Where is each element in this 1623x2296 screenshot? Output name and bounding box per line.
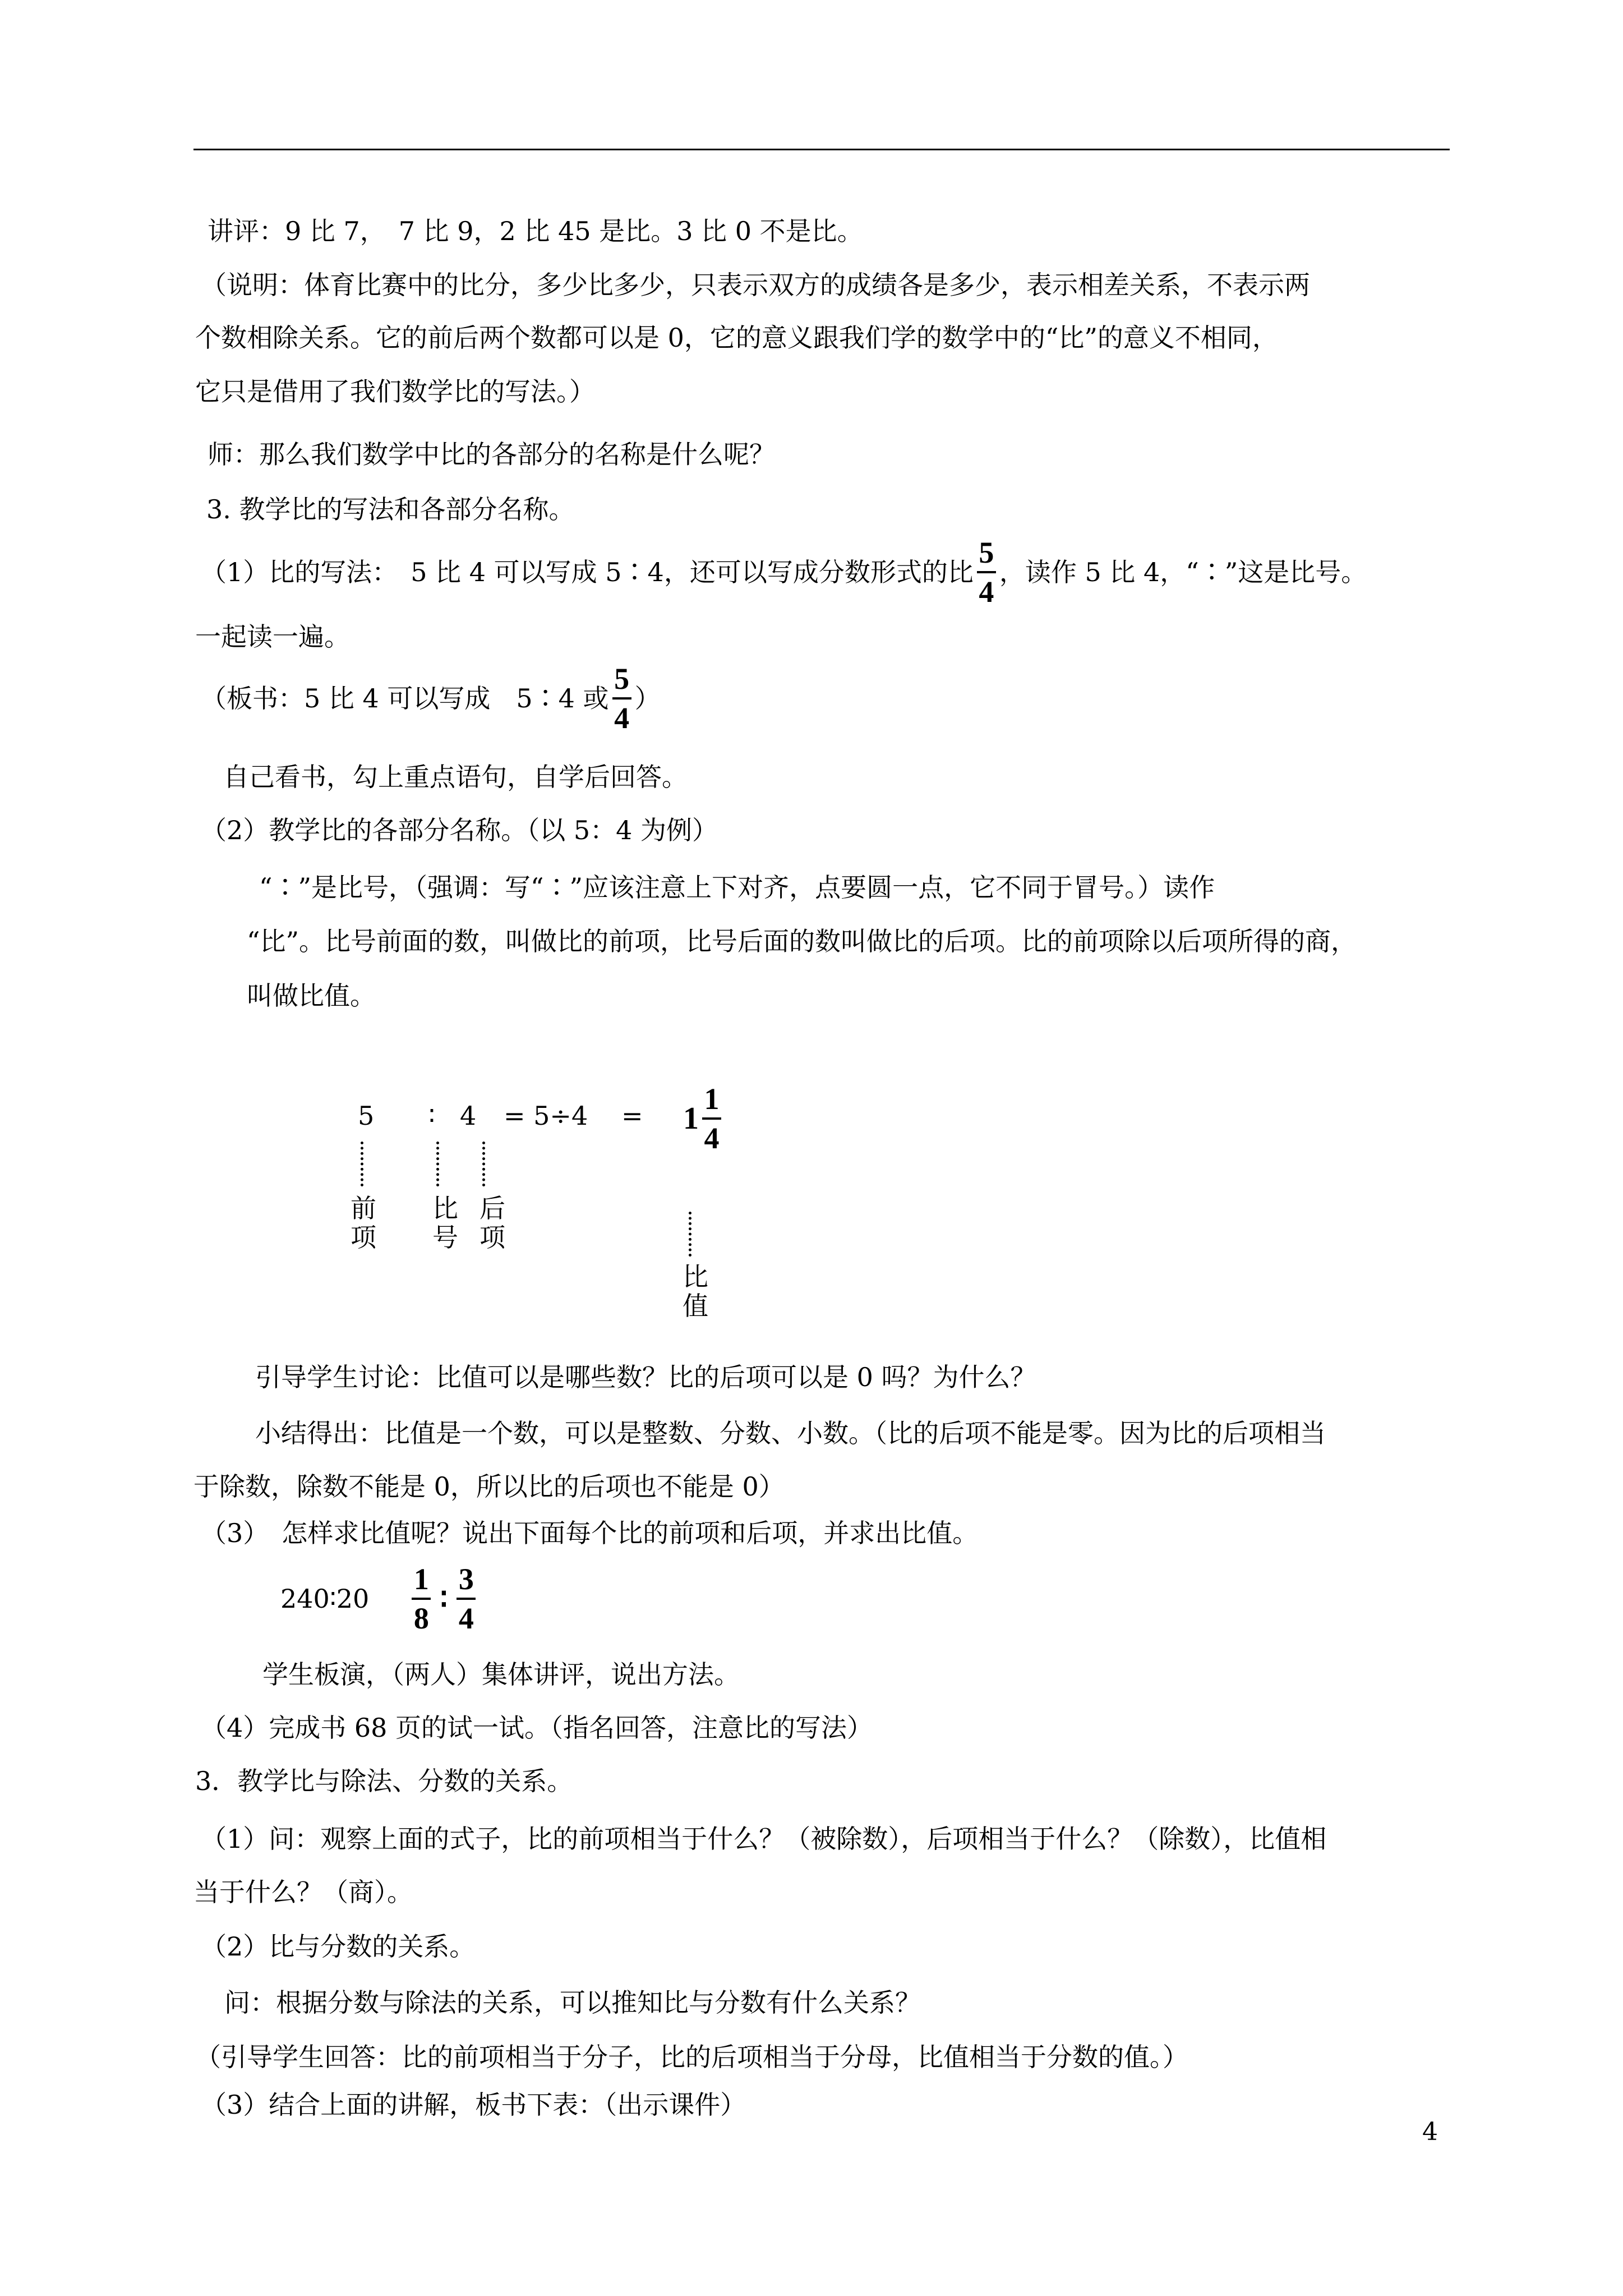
paragraph-board-practice: 学生板演，（两人）集体讲评，说出方法。 <box>262 1659 740 1690</box>
diagram-mixed-number <box>683 1083 725 1154</box>
ratio-writing-text-before: （1）比的写法： 5 比 4 可以写成 5∶4，还可以写成分数形式的比 <box>201 557 974 587</box>
paragraph-question-relation: 问：根据分数与除法的关系，可以推知比与分数有什么关系？ <box>224 1987 921 2018</box>
leader-ratio-sign <box>436 1142 439 1186</box>
board-note-text-before: （板书：5 比 4 可以写成 5∶4 或 <box>201 683 609 714</box>
paragraph-ratio-writing <box>201 536 1367 609</box>
mixed-numerator: 1 <box>704 1082 720 1116</box>
board-note-text-after: ） <box>634 683 661 714</box>
paragraph-part-names: （2）教学比的各部分名称。（以 5：4 为例） <box>201 815 718 845</box>
paragraph-board-note <box>201 662 661 735</box>
paragraph-observe-2: 当于什么？（商）。 <box>193 1877 413 1907</box>
fraction-bar <box>977 571 996 573</box>
fraction-denominator: 4 <box>979 575 994 609</box>
label-antecedent: 前 项 <box>351 1193 376 1253</box>
leader-antecedent <box>361 1142 363 1186</box>
paragraph-review: 讲评：9 比 7， 7 比 9，2 比 45 是比。3 比 0 不是比。 <box>208 216 863 246</box>
page-number: 4 <box>1422 2118 1438 2146</box>
exercise-ratio-1: 240∶20 <box>280 1584 370 1614</box>
leader-consequent <box>482 1142 485 1186</box>
paragraph-self-study: 自己看书，勾上重点语句，自学后回答。 <box>223 762 688 792</box>
leader-ratio-value <box>689 1212 691 1257</box>
paragraph-discussion: 引导学生讨论：比值可以是哪些数？比的后项可以是 0 吗？为什么？ <box>255 1362 1036 1392</box>
section-heading-relation: 3．教学比与除法、分数的关系。 <box>195 1766 573 1796</box>
exercise-ratios <box>280 1559 479 1638</box>
paragraph-note-2: 个数相除关系。它的前后两个数都可以是 0，它的意义跟我们学的数学中的“比”的意义不相同， <box>195 323 1278 353</box>
fraction-numerator: 5 <box>614 662 630 696</box>
paragraph-colon-explain-1: “∶”是比号，（强调：写“∶”应该注意上下对齐，点要圆一点，它不同于冒号。）读作 <box>259 872 1215 903</box>
exercise-fraction-2: $\frac{3}{4}$ <box>457 1563 476 1635</box>
fraction-numerator: 5 <box>979 536 994 569</box>
diagram-antecedent: 5 <box>358 1101 375 1131</box>
header-rule <box>193 149 1450 150</box>
section-heading-3: 3. 教学比的写法和各部分名称。 <box>206 494 575 524</box>
paragraph-try-it: （4）完成书 68 页的试一试。（指名回答，注意比的写法） <box>201 1713 873 1743</box>
diagram-division: = 5÷4 <box>504 1101 588 1131</box>
mixed-denominator: 4 <box>704 1121 720 1155</box>
fraction-five-fourths <box>977 536 996 608</box>
paragraph-board-table: （3）结合上面的讲解，板书下表：（出示课件） <box>201 2090 746 2120</box>
mixed-fraction <box>702 1083 721 1154</box>
exercise-ratio-sign: ∶ <box>440 1581 448 1617</box>
fraction-bar <box>612 697 631 700</box>
exercise-fraction-1: $\frac{1}{8}$ <box>412 1563 431 1635</box>
fraction-five-fourths-board <box>612 662 631 734</box>
diagram-consequent: 4 <box>460 1101 477 1131</box>
paragraph-colon-explain-2: “比”。比号前面的数，叫做比的前项，比号后面的数叫做比的后项。比的前项除以后项所得的商， <box>247 926 1357 956</box>
diagram-equals: = <box>621 1101 643 1131</box>
paragraph-find-ratio-value: （3） 怎样求比值呢？说出下面每个比的前项和后项，并求出比值。 <box>201 1518 979 1548</box>
label-ratio-sign: 比 号 <box>432 1193 458 1253</box>
paragraph-guide-answer: （引导学生回答：比的前项相当于分子，比的后项相当于分母，比值相当于分数的值。） <box>195 2042 1188 2072</box>
mixed-fraction-bar <box>702 1117 721 1120</box>
paragraph-observe-1: （1）问：观察上面的式子，比的前项相当于什么？（被除数），后项相当于什么？（除数），比值相 <box>201 1824 1327 1854</box>
paragraph-ratio-fraction: （2）比与分数的关系。 <box>201 1931 476 1962</box>
paragraph-read-together: 一起读一遍。 <box>195 622 350 652</box>
mixed-whole: 1 <box>683 1101 699 1136</box>
paragraph-summary-2: 于除数，除数不能是 0，所以比的后项也不能是 0） <box>193 1471 785 1502</box>
paragraph-teacher-question: 师：那么我们数学中比的各部分的名称是什么呢？ <box>208 439 775 470</box>
fraction-denominator: 4 <box>614 701 630 735</box>
label-ratio-value: 比 值 <box>683 1262 708 1321</box>
paragraph-colon-explain-3: 叫做比值。 <box>247 981 376 1011</box>
ratio-writing-text-after: ，读作 5 比 4，“∶”这是比号。 <box>999 557 1367 587</box>
paragraph-note-1: （说明：体育比赛中的比分，多少比多少，只表示双方的成绩各是多少，表示相差关系，不表示两 <box>201 270 1310 300</box>
label-consequent: 后 项 <box>479 1193 505 1253</box>
paragraph-note-3: 它只是借用了我们数学比的写法。） <box>195 376 595 407</box>
diagram-ratio-sign: ∶ <box>428 1101 435 1131</box>
paragraph-summary-1: 小结得出：比值是一个数，可以是整数、分数、小数。（比的后项不能是零。因为比的后项相当 <box>255 1418 1326 1448</box>
